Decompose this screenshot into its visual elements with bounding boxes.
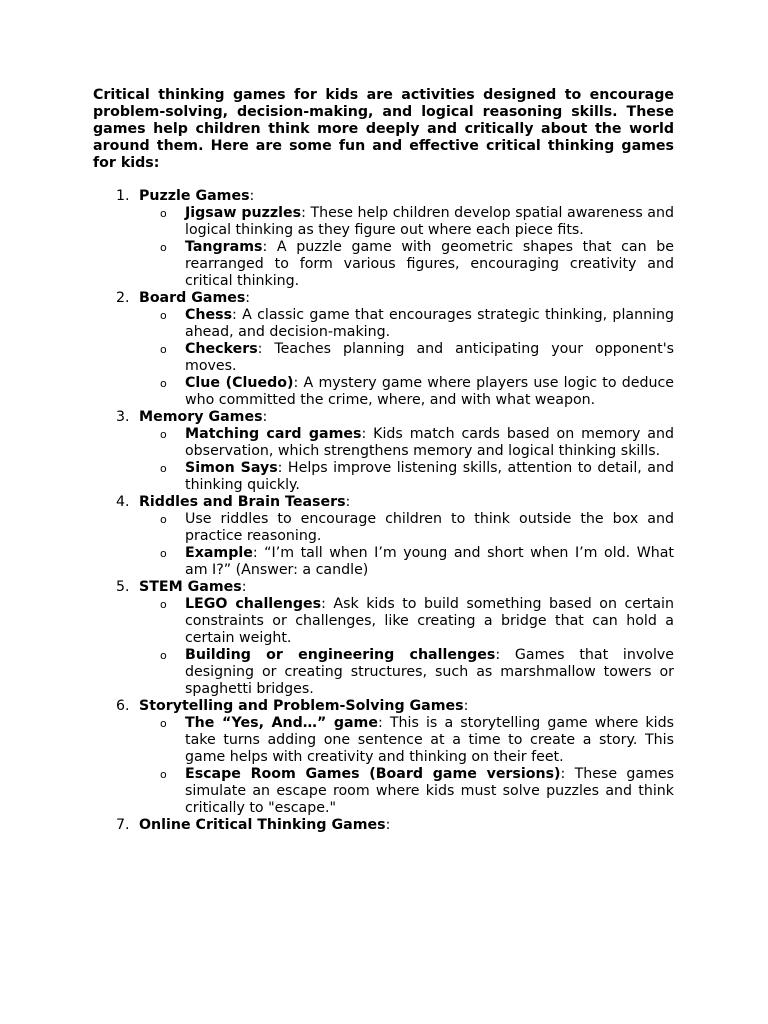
sub-item-term: Matching card games bbox=[185, 426, 362, 442]
item-title: Memory Games bbox=[139, 409, 263, 425]
sub-item bbox=[139, 460, 674, 494]
sub-item bbox=[139, 647, 674, 698]
sub-item bbox=[139, 596, 674, 647]
sub-item bbox=[139, 766, 674, 817]
sub-item-text: : “I’m tall when I’m young and short when I’m old. What am I?” (Answer: a candle) bbox=[185, 545, 674, 578]
sub-item-term: Checkers bbox=[185, 341, 258, 357]
sub-item bbox=[139, 511, 674, 545]
sub-item-text: : A mystery game where players use logic to deduce who committed the crime, where, and with what weapon. bbox=[185, 375, 674, 408]
list-item bbox=[93, 698, 674, 817]
item-number: 6. bbox=[116, 698, 130, 714]
sub-item-term: The “Yes, And…” game bbox=[185, 715, 378, 731]
sub-item-text: : A puzzle game with geometric shapes that can be rearranged to form various figures, encouraging creativity and critical thinking. bbox=[185, 239, 674, 289]
sub-item-text: : Teaches planning and anticipating your opponent's moves. bbox=[185, 341, 674, 374]
item-title: Puzzle Games bbox=[139, 188, 250, 204]
item-number: 1. bbox=[116, 188, 130, 204]
sub-item bbox=[139, 205, 674, 239]
games-list bbox=[93, 188, 674, 834]
sub-item-text: Use riddles to encourage children to think outside the box and practice reasoning. bbox=[185, 511, 674, 544]
sub-item bbox=[139, 239, 674, 290]
item-title: Online Critical Thinking Games bbox=[139, 817, 386, 833]
item-number: 4. bbox=[116, 494, 130, 510]
item-colon: : bbox=[249, 188, 255, 204]
item-number: 5. bbox=[116, 579, 130, 595]
sub-item bbox=[139, 545, 674, 579]
list-item bbox=[93, 494, 674, 579]
item-number: 7. bbox=[116, 817, 130, 833]
item-number: 3. bbox=[116, 409, 130, 425]
item-title: Storytelling and Problem-Solving Games bbox=[139, 698, 464, 714]
sub-list bbox=[139, 426, 674, 494]
item-heading bbox=[139, 409, 674, 426]
item-heading bbox=[139, 817, 674, 834]
sub-item-text: : Games that involve designing or creating structures, such as marshmallow towers or spaghetti bridges. bbox=[185, 647, 675, 697]
sub-item-text: : This is a storytelling game where kids take turns adding one sentence at a time to create a story. This game helps with creativity and thinking on their feet. bbox=[185, 715, 674, 765]
sub-list bbox=[139, 307, 674, 409]
sub-item bbox=[139, 715, 674, 766]
item-colon: : bbox=[345, 494, 351, 510]
item-colon: : bbox=[262, 409, 268, 425]
sub-list bbox=[139, 511, 674, 579]
item-title: Board Games bbox=[139, 290, 246, 306]
sub-item-text: : Helps improve listening skills, attention to detail, and thinking quickly. bbox=[185, 460, 674, 493]
sub-item-term: Clue (Cluedo) bbox=[185, 375, 294, 391]
intro-paragraph: Critical thinking games for kids are activities designed to encourage problem-solving, decision-making, and logical reasoning skills. These games help children think more deeply and critically about the world around them. Here are some fun and effective critical thinking games for kids: bbox=[93, 87, 674, 171]
sub-item-term: Escape Room Games (Board game versions) bbox=[185, 766, 561, 782]
sub-item bbox=[139, 426, 674, 460]
sub-item-text: : Ask kids to build something based on certain constraints or challenges, like creating a bridge that can hold a certain weight. bbox=[185, 596, 674, 646]
sub-item-term: Jigsaw puzzles bbox=[185, 205, 302, 221]
sub-item bbox=[139, 375, 674, 409]
sub-item-term: LEGO challenges bbox=[185, 596, 322, 612]
item-heading bbox=[139, 188, 674, 205]
item-heading bbox=[139, 290, 674, 307]
item-title: Riddles and Brain Teasers bbox=[139, 494, 346, 510]
item-heading bbox=[139, 698, 674, 715]
sub-item-text: : A classic game that encourages strategic thinking, planning ahead, and decision-making. bbox=[185, 307, 674, 340]
item-colon: : bbox=[463, 698, 469, 714]
sub-list bbox=[139, 715, 674, 817]
sub-item-term: Example bbox=[185, 545, 253, 561]
item-title: STEM Games bbox=[139, 579, 242, 595]
item-number: 2. bbox=[116, 290, 130, 306]
item-colon: : bbox=[245, 290, 251, 306]
item-colon: : bbox=[385, 817, 391, 833]
list-item bbox=[93, 579, 674, 698]
sub-item-text: : These help children develop spatial awareness and logical thinking as they figure out where each piece fits. bbox=[185, 205, 674, 238]
list-item bbox=[93, 188, 674, 290]
sub-item-text: : These games simulate an escape room where kids must solve puzzles and think critically to "escape." bbox=[185, 766, 674, 816]
sub-item-term: Chess bbox=[185, 307, 233, 323]
sub-item bbox=[139, 307, 674, 341]
item-colon: : bbox=[241, 579, 247, 595]
sub-item-term: Building or engineering challenges bbox=[185, 647, 496, 663]
sub-item bbox=[139, 341, 674, 375]
sub-item-text: : Kids match cards based on memory and observation, which strengthens memory and logical thinking skills. bbox=[185, 426, 674, 459]
sub-item-term: Simon Says bbox=[185, 460, 278, 476]
sub-list bbox=[139, 596, 674, 698]
list-item bbox=[93, 817, 674, 834]
list-item bbox=[93, 409, 674, 494]
item-heading bbox=[139, 579, 674, 596]
sub-list bbox=[139, 205, 674, 290]
list-item bbox=[93, 290, 674, 409]
item-heading bbox=[139, 494, 674, 511]
sub-item-term: Tangrams bbox=[185, 239, 263, 255]
